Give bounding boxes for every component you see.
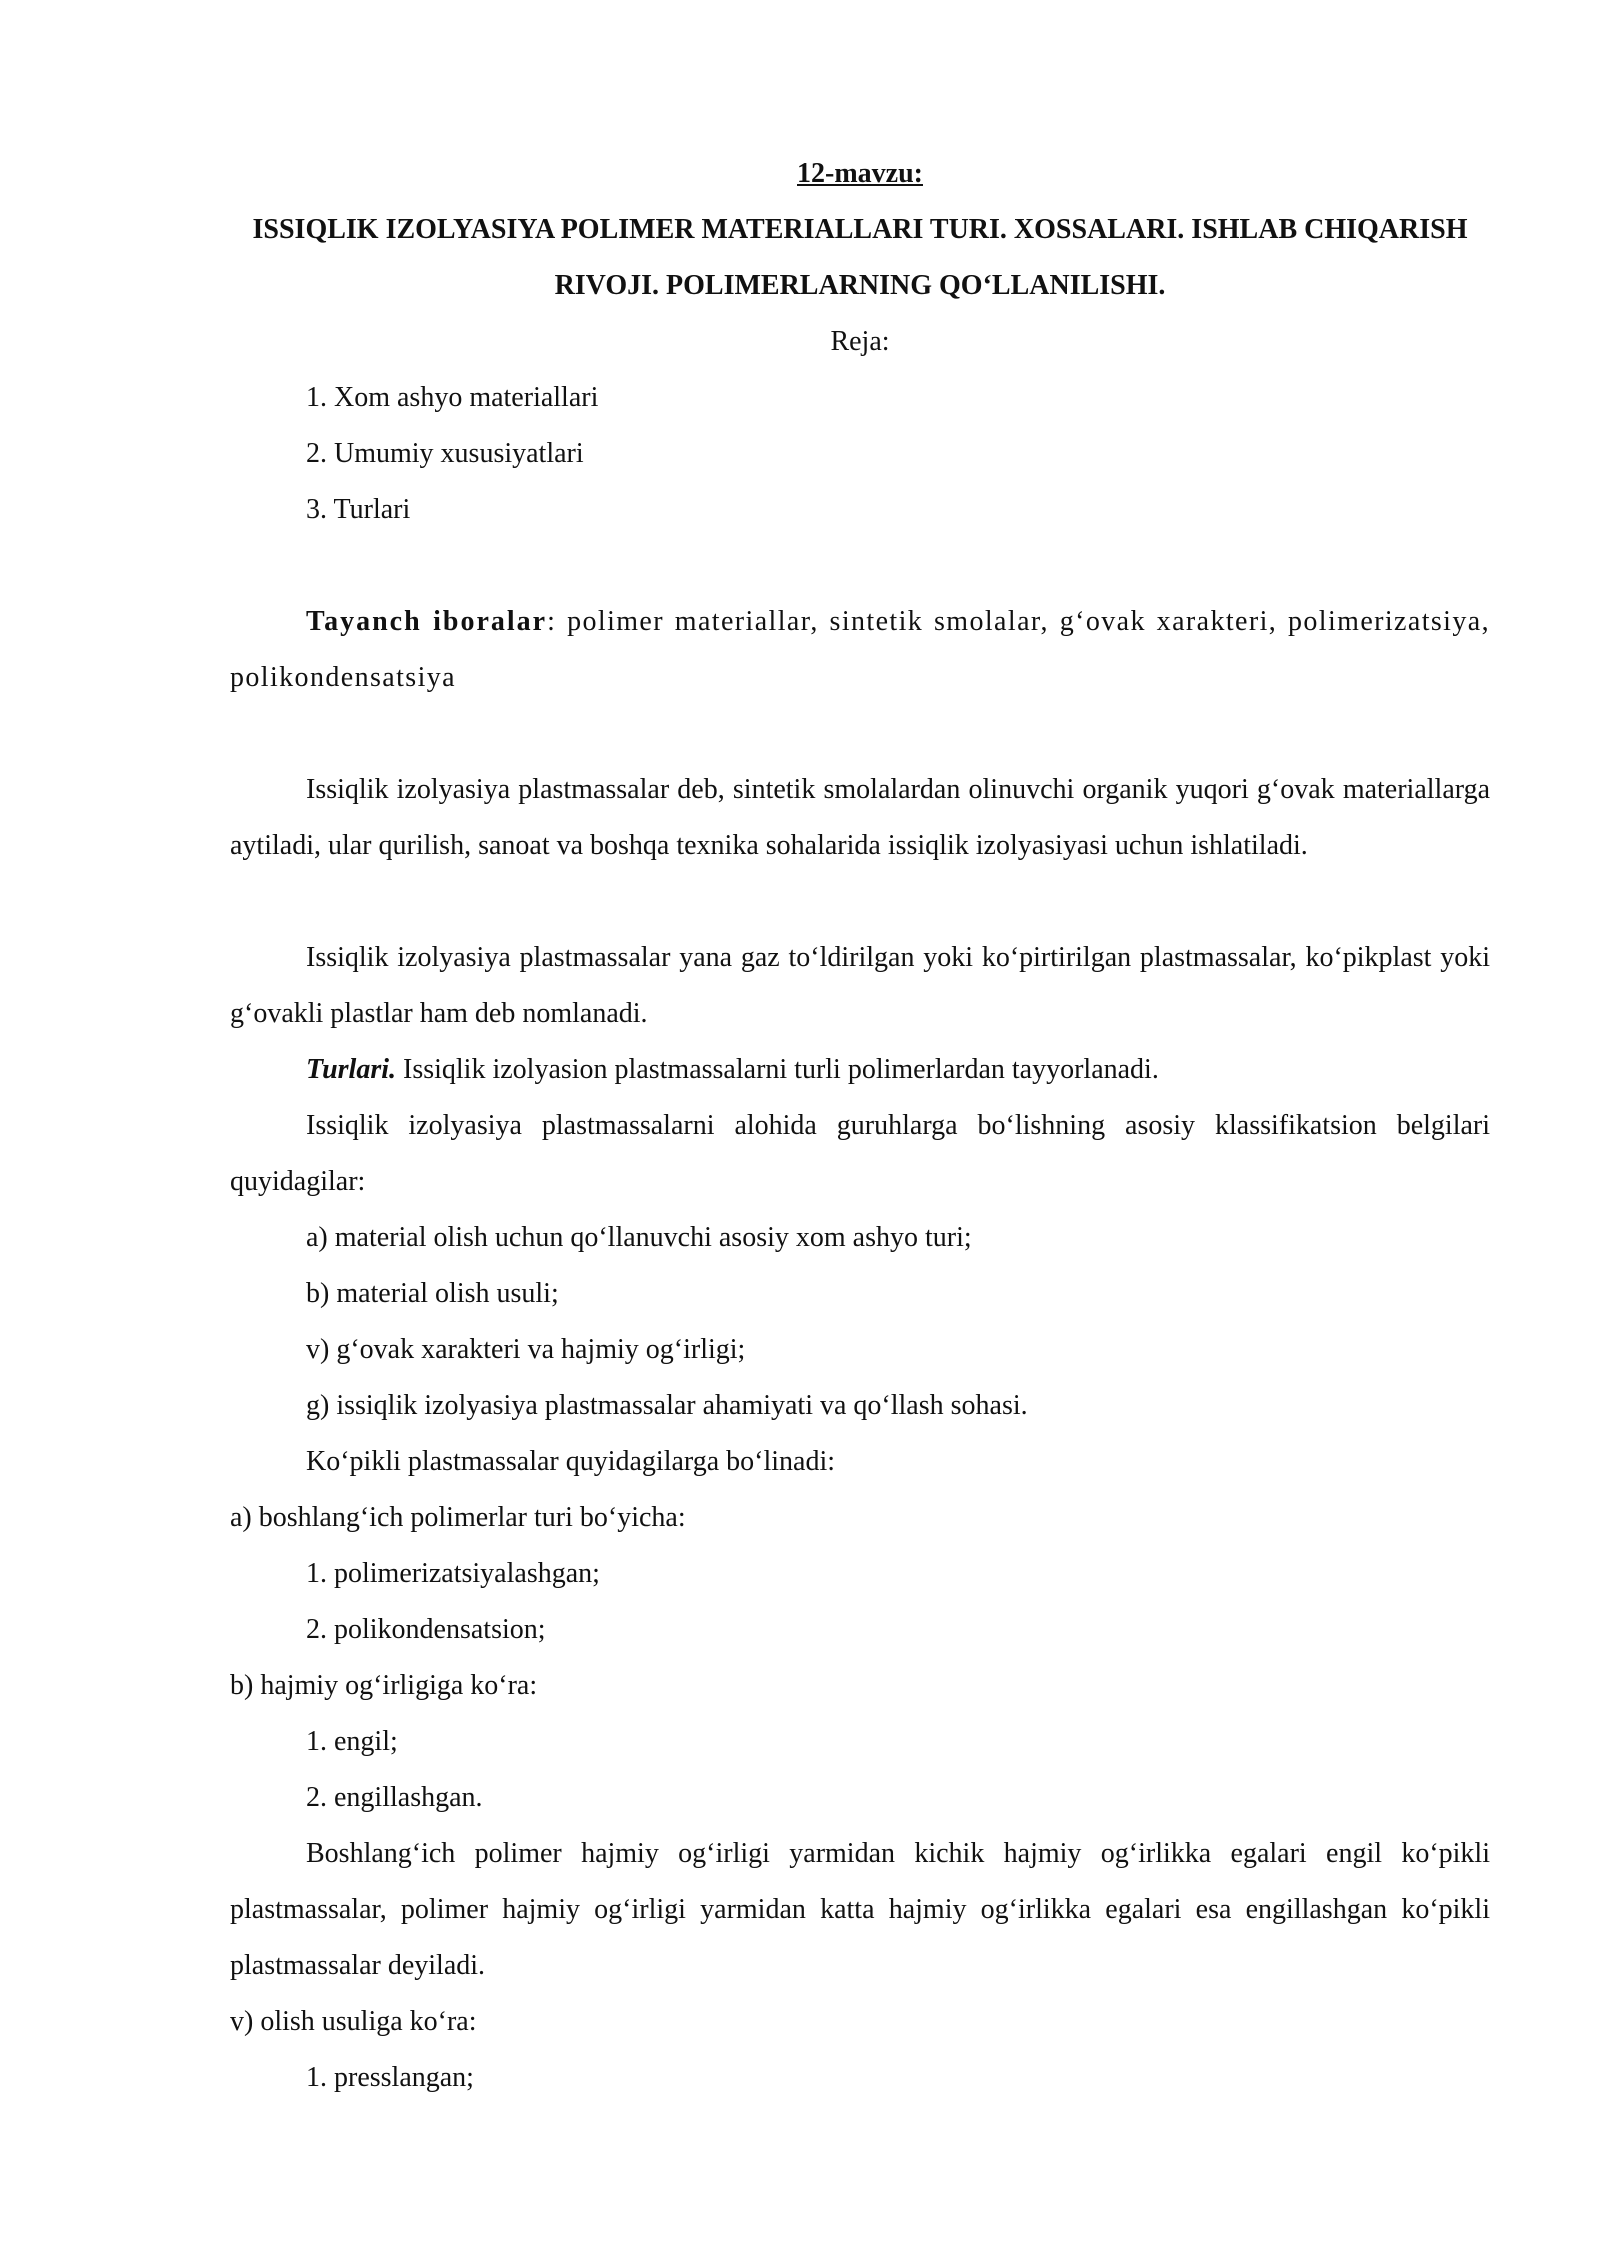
group-b-heading: b) hajmiy og‘irligiga ko‘ra:	[230, 1670, 538, 1701]
classification-item: v) g‘ovak xarakteri va hajmiy og‘irligi;	[306, 1334, 746, 1365]
plan-item: 2. Umumiy xususiyatlari	[306, 438, 584, 469]
paragraph-names: Issiqlik izolyasiya plastmassalar yana gaz to‘ldirilgan yoki ko‘pirtirilgan plastmassalar, ko‘pikplast yoki g‘ovakli plastlar ham deb nomlanadi.	[230, 942, 1490, 1029]
group-b-item: 1. engil;	[306, 1726, 398, 1757]
keywords-label: Tayanch iboralar	[306, 606, 548, 637]
plan-item: 1. Xom ashyo materiallari	[306, 382, 599, 413]
paragraph-definition: Issiqlik izolyasiya plastmassalar deb, sintetik smolalardan olinuvchi organik yuqori g‘ovak materiallarga aytiladi, ular qurilish, sanoat va boshqa texnika sohalarida issiqlik izolyasiyasi uchun ishlatiladi.	[230, 774, 1490, 861]
group-a-item: 2. polikondensatsion;	[306, 1614, 546, 1645]
paragraph-classification: Issiqlik izolyasiya plastmassalarni alohida guruhlarga bo‘lishning asosiy klassifikatsion belgilari quyidagilar:	[230, 1110, 1490, 1197]
group-v-heading: v) olish usuliga ko‘ra:	[230, 2006, 477, 2037]
topic-title: ISSIQLIK IZOLYASIYA POLIMER MATERIALLARI TURI. XOSSALARI. ISHLAB CHIQARISH RIVOJI. POLIMERLARNING QO‘LLANILISHI.	[252, 214, 1468, 301]
plan-heading: Reja:	[830, 326, 890, 357]
group-v-item: 1. presslangan;	[306, 2062, 474, 2093]
keywords-paragraph	[230, 594, 1490, 706]
classification-item: g) issiqlik izolyasiya plastmassalar ahamiyati va qo‘llash sohasi.	[306, 1390, 1028, 1421]
topic-number: 12-mavzu:	[797, 158, 923, 189]
classification-item: a) material olish uchun qo‘llanuvchi asosiy xom ashyo turi;	[306, 1222, 972, 1253]
types-text: Issiqlik izolyasion plastmassalarni turli polimerlardan tayyorlanadi.	[396, 1054, 1159, 1085]
foam-intro: Ko‘pikli plastmassalar quyidagilarga bo‘linadi:	[306, 1446, 836, 1477]
paragraph-types	[230, 1042, 1490, 1098]
types-label: Turlari.	[306, 1054, 396, 1085]
group-a-item: 1. polimerizatsiyalashgan;	[306, 1558, 600, 1589]
classification-item: b) material olish usuli;	[306, 1278, 559, 1309]
group-a-heading: a) boshlang‘ich polimerlar turi bo‘yicha:	[230, 1502, 686, 1533]
keywords-text: : polimer materiallar, sintetik smolalar, g‘ovak xarakteri, polimerizatsiya, polikondensatsiya	[230, 606, 1490, 693]
paragraph-density: Boshlang‘ich polimer hajmiy og‘irligi yarmidan kichik hajmiy og‘irlikka egalari engil ko‘pikli plastmassalar, polimer hajmiy og‘irligi yarmidan katta hajmiy og‘irlikka egalari esa engillashgan ko‘pikli plastmassalar deyiladi.	[230, 1838, 1490, 1981]
group-b-item: 2. engillashgan.	[306, 1782, 483, 1813]
plan-item: 3. Turlari	[306, 494, 411, 525]
